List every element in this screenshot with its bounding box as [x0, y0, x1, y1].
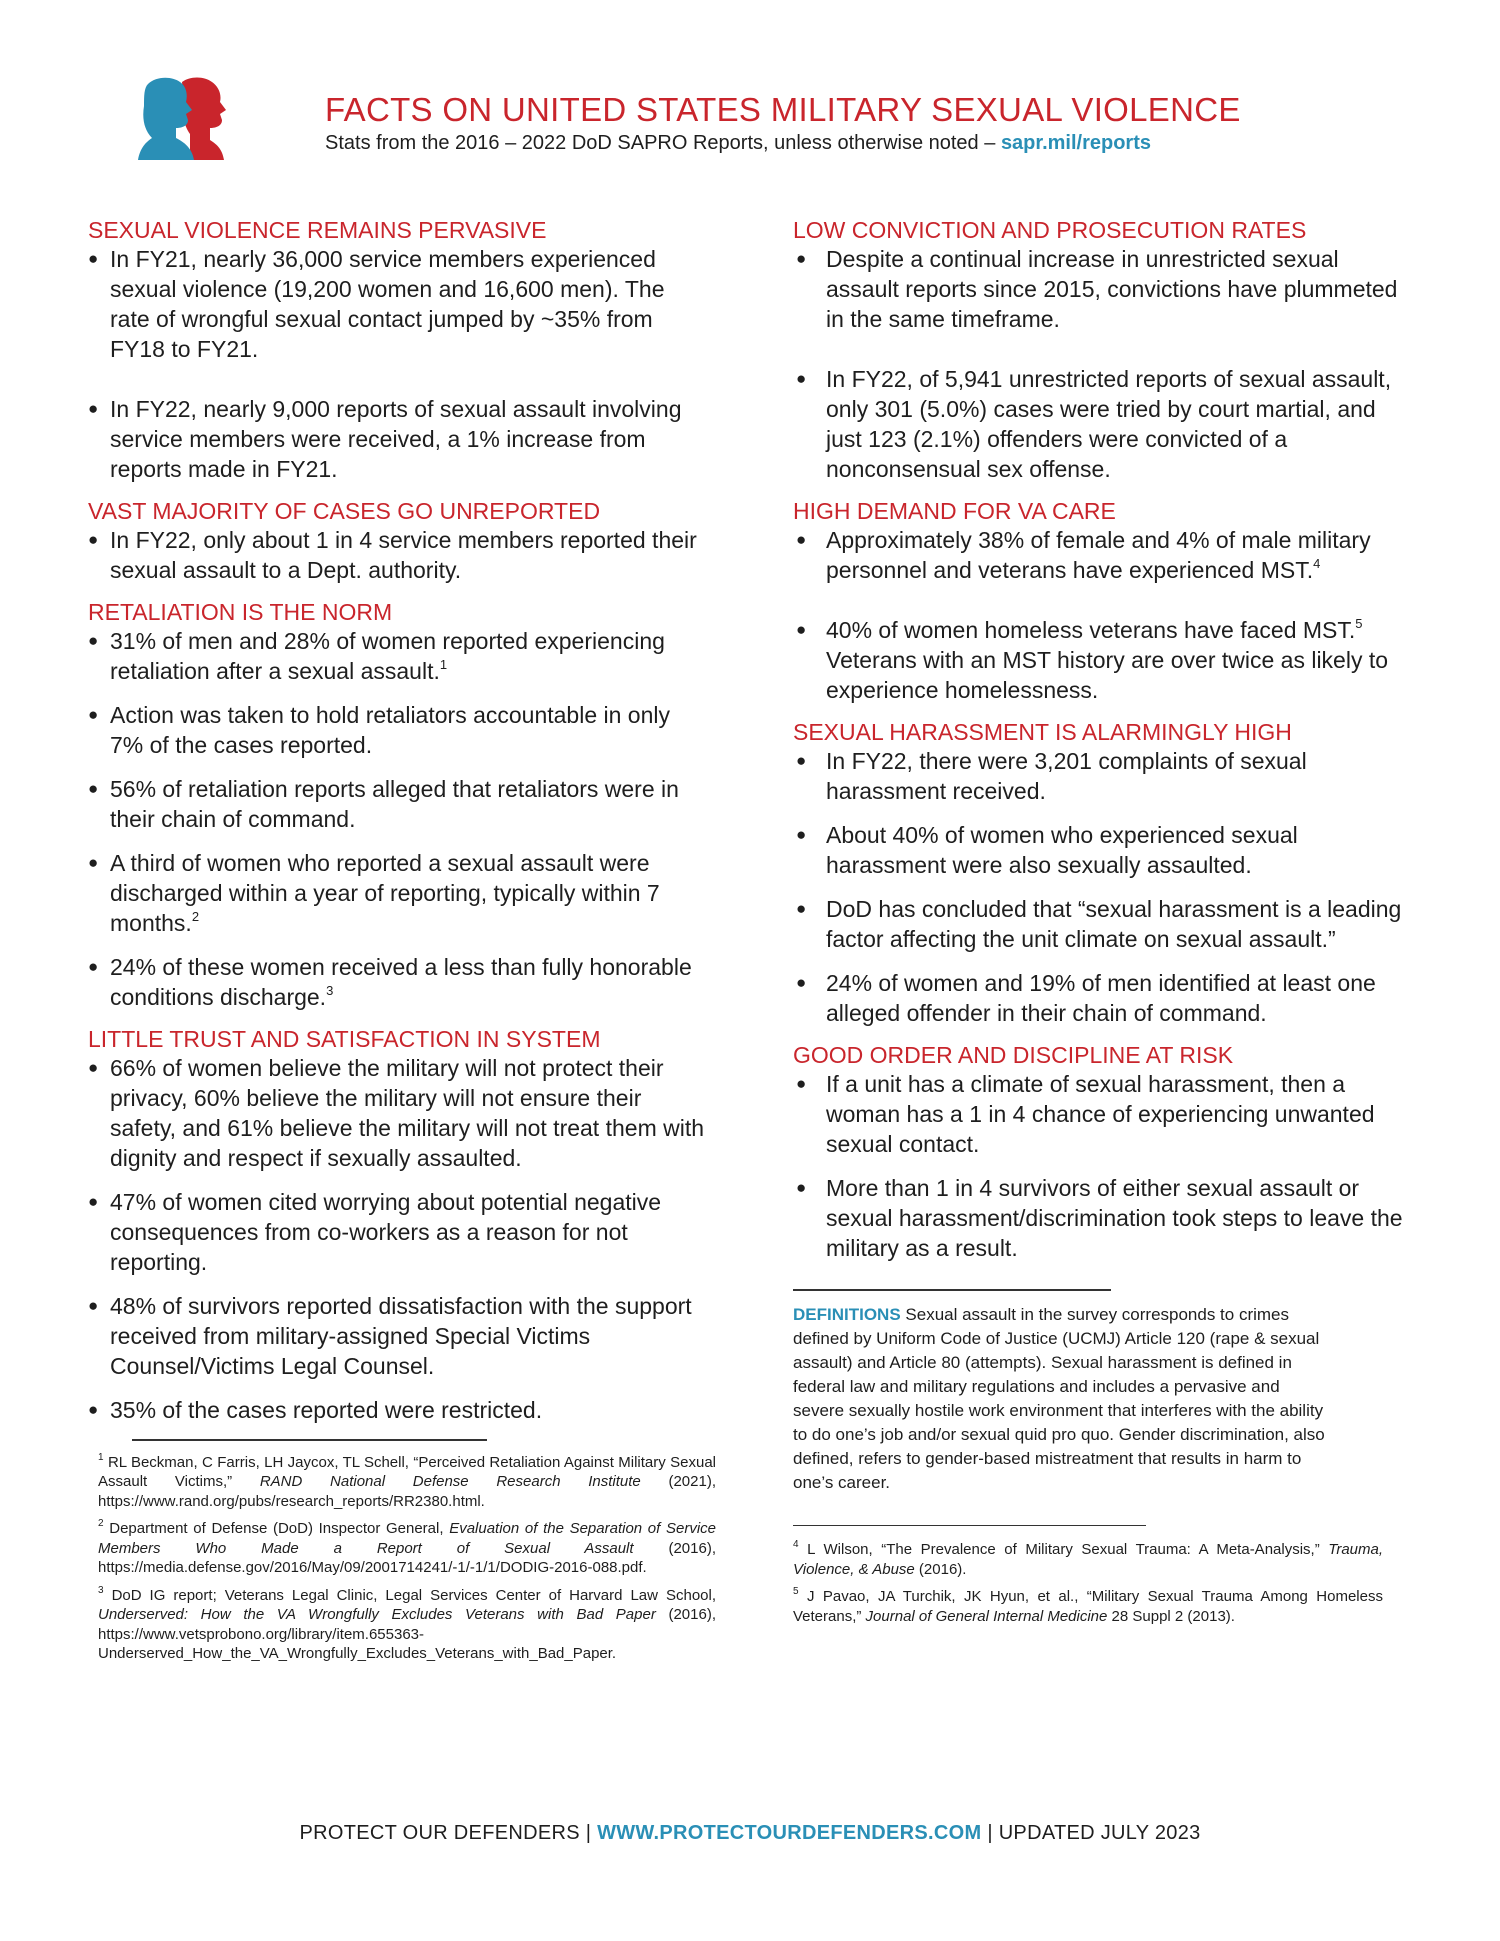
footnote-3 [98, 1586, 716, 1664]
footnote-divider [793, 1525, 1146, 1527]
left-column [88, 211, 717, 1672]
section-heading: HIGH DEMAND FOR VA CARE [793, 498, 1116, 524]
bullet-list [88, 525, 708, 585]
footnote-source: RAND National Defense Research Institute [259, 1473, 641, 1490]
list-item [88, 848, 708, 938]
definitions-divider [793, 1289, 1111, 1291]
section-trust [88, 1026, 708, 1425]
right-column [793, 211, 1413, 1634]
list-item: ● In FY22, nearly 9,000 reports of sexual assault involving service members were received, a 1% increase from reports made in FY21. [88, 394, 708, 484]
list-item-text: 31% of men and 28% of women reported experiencing retaliation after a sexual assault. [110, 628, 665, 684]
bullet-list [793, 244, 1413, 484]
section-retaliation [88, 599, 708, 1012]
footnote-number: 1 [98, 1451, 104, 1463]
list-item: ● In FY21, nearly 36,000 service members experienced sexual violence (19,200 women and 16,600 men). The rate of wrongful sexual contact jumped by ~35% from FY18 to FY21. [88, 244, 708, 364]
footnote-text: (2021), https://www.rand.org/pubs/research_reports/RR2380.html. [98, 1473, 716, 1510]
footnote-source: Journal of General Internal Medicine [865, 1607, 1108, 1625]
footnote-ref: 5 [1355, 616, 1363, 632]
footnote-number: 2 [98, 1518, 104, 1529]
section-heading: LOW CONVICTION AND PROSECUTION RATES [793, 217, 1307, 243]
footnotes-left [88, 1453, 716, 1664]
list-item: ● More than 1 in 4 survivors of either sexual assault or sexual harassment/discrimination took steps to leave the military as a result. [793, 1173, 1413, 1263]
list-item: ● 24% of women and 19% of men identified at least one alleged offender in their chain of command. [793, 968, 1413, 1028]
footnotes-right [793, 1540, 1383, 1626]
sapr-reports-link[interactable]: sapr.mil/reports [1000, 132, 1151, 154]
page-subtitle [325, 132, 1325, 155]
list-item: ● If a unit has a climate of sexual harassment, then a woman has a 1 in 4 chance of experiencing unwanted sexual contact. [793, 1069, 1413, 1159]
footnote-text: J Pavao, JA Turchik, JK Hyun, et al., “Military Sexual Trauma Among Homeless Veterans,” [793, 1588, 1383, 1625]
list-item: ● 35% of the cases reported were restricted. [88, 1395, 708, 1425]
footer-separator: | [585, 1822, 592, 1844]
logo [138, 74, 234, 160]
footnote-2 [98, 1519, 716, 1578]
list-item: ● In FY22, of 5,941 unrestricted reports of sexual assault, only 301 (5.0%) cases were tried by court martial, and just 123 (2.1%) offenders were convicted of a nonconsensual sex offense. [793, 364, 1413, 484]
footnote-text: (2016), https://www.vetsprobono.org/library/item.655363-Underserved_How_the_VA_Wrongfully_Excludes_Veterans_with_Bad_Paper. [98, 1606, 716, 1662]
footnote-ref: 2 [191, 909, 200, 925]
list-item-text: Approximately 38% of female and 4% of male military personnel and veterans have experienced MST. [826, 527, 1371, 583]
section-va-care [793, 498, 1413, 705]
list-item: ● About 40% of women who experienced sexual harassment were also sexually assaulted. [793, 820, 1413, 880]
subtitle-text: Stats from the 2016 – 2022 DoD SAPRO Reports, unless otherwise noted – [325, 132, 996, 154]
footnote-source: Evaluation of the Separation of Service Members Who Made a Report of Sexual Assault [98, 1520, 716, 1557]
list-item-text: 24% of these women received a less than fully honorable conditions discharge. [110, 954, 692, 1010]
section-heading: SEXUAL VIOLENCE REMAINS PERVASIVE [88, 217, 547, 243]
footnote-text: (2016). [914, 1560, 967, 1578]
list-item-text: A third of women who reported a sexual assault were discharged within a year of reporting, typically within 7 months. [110, 850, 660, 936]
footnote-text: (2016), https://media.defense.gov/2016/May/09/2001714241/-1/-1/1/DODIG-2016-088.pdf. [98, 1539, 716, 1576]
footnote-5 [793, 1587, 1383, 1626]
list-item: ● 66% of women believe the military will not protect their privacy, 60% believe the military will not ensure their safety, and 61% believe the military will not treat them with dignity and respect if sexually assaulted. [88, 1053, 708, 1173]
page-footer [0, 1822, 1500, 1845]
list-item [793, 525, 1413, 585]
section-conviction [793, 217, 1413, 484]
footer-website-link[interactable]: WWW.PROTECTOURDEFENDERS.COM [597, 1822, 982, 1844]
footnote-number: 5 [793, 1586, 799, 1597]
bullet-list [793, 525, 1413, 705]
list-item: ● DoD has concluded that “sexual harassment is a leading factor affecting the unit climate on sexual assault.” [793, 894, 1413, 954]
footnote-ref: 4 [1313, 556, 1321, 572]
section-heading: LITTLE TRUST AND SATISFACTION IN SYSTEM [88, 1026, 601, 1052]
list-item [88, 626, 708, 686]
list-item-text: Veterans with an MST history are over twice as likely to experience homelessness. [826, 647, 1389, 703]
footnote-text: Department of Defense (DoD) Inspector General, [109, 1520, 450, 1537]
footnote-source: Underserved: How the VA Wrongfully Excludes Veterans with Bad Paper [98, 1606, 656, 1623]
footnote-text: 28 Suppl 2 (2013). [1107, 1607, 1235, 1625]
footnote-number: 4 [793, 1539, 799, 1550]
definitions-label: DEFINITIONS [793, 1304, 901, 1324]
section-pervasive [88, 217, 708, 484]
list-item: ● Despite a continual increase in unrestricted sexual assault reports since 2015, convictions have plummeted in the same timeframe. [793, 244, 1413, 334]
list-item: ● 47% of women cited worrying about potential negative consequences from co-workers as a reason for not reporting. [88, 1187, 708, 1277]
footnote-number: 3 [98, 1584, 104, 1596]
list-item: ● Action was taken to hold retaliators accountable in only 7% of the cases reported. [88, 700, 708, 760]
footer-updated: UPDATED JULY 2023 [998, 1822, 1201, 1844]
footnote-ref: 3 [326, 983, 334, 999]
bullet-list [88, 626, 708, 1012]
bullet-list [793, 1069, 1413, 1263]
footnote-divider [132, 1439, 487, 1441]
footnote-text: L Wilson, “The Prevalence of Military Sexual Trauma: A Meta-Analysis,” [807, 1541, 1329, 1558]
list-item [793, 615, 1413, 705]
footnote-text: DoD IG report; Veterans Legal Clinic, Legal Services Center of Harvard Law School, [111, 1586, 717, 1604]
section-heading: RETALIATION IS THE NORM [88, 599, 393, 625]
section-heading: SEXUAL HARASSMENT IS ALARMINGLY HIGH [793, 719, 1292, 745]
list-item: ● 56% of retaliation reports alleged that retaliators were in their chain of command. [88, 774, 708, 834]
section-heading: GOOD ORDER AND DISCIPLINE AT RISK [793, 1042, 1234, 1068]
list-item: ● In FY22, only about 1 in 4 service members reported their sexual assault to a Dept. authority. [88, 525, 708, 585]
bullet-list [793, 746, 1413, 1028]
two-soldier-silhouettes-logo [138, 74, 234, 160]
list-item: ● 48% of survivors reported dissatisfaction with the support received from military-assigned Special Victims Counsel/Victims Legal Counsel. [88, 1291, 708, 1381]
bullet-list [88, 244, 708, 484]
list-item-text: 40% of women homeless veterans have faced MST. [826, 617, 1356, 643]
footnote-source: Trauma, Violence, & Abuse [793, 1541, 1384, 1578]
definitions-block [793, 1303, 1333, 1495]
section-discipline [793, 1042, 1413, 1263]
list-item: ● In FY22, there were 3,201 complaints of sexual harassment received. [793, 746, 1413, 806]
section-unreported [88, 498, 708, 585]
bullet-list [88, 1053, 708, 1425]
footnote-1 [98, 1453, 716, 1512]
page-title: FACTS ON UNITED STATES MILITARY SEXUAL VIOLENCE [325, 91, 1241, 128]
footnote-4 [793, 1540, 1383, 1579]
footnote-text: RL Beckman, C Farris, LH Jaycox, TL Schell, “Perceived Retaliation Against Military Sexual Assault Victims,” [98, 1453, 717, 1490]
section-harassment [793, 719, 1413, 1028]
footnote-ref: 1 [439, 657, 448, 673]
definitions-text: Sexual assault in the survey corresponds to crimes defined by Uniform Code of Justice (UCMJ) Article 120 (rape & sexual assault) and Article 80 (attempts). Sexual harassment is defined in federal law and military regulations and includes a pervasive and severe sexually hostile work environment that interferes with the ability to do one’s job and/or sexual quid pro quo. Gender discrimination, also defined, refers to gender-based mistreatment that results in harm to one’s career. [793, 1304, 1325, 1492]
section-heading: VAST MAJORITY OF CASES GO UNREPORTED [88, 498, 601, 524]
footer-org: PROTECT OUR DEFENDERS [299, 1822, 580, 1844]
list-item [88, 952, 708, 1012]
footer-separator: | [987, 1822, 993, 1844]
